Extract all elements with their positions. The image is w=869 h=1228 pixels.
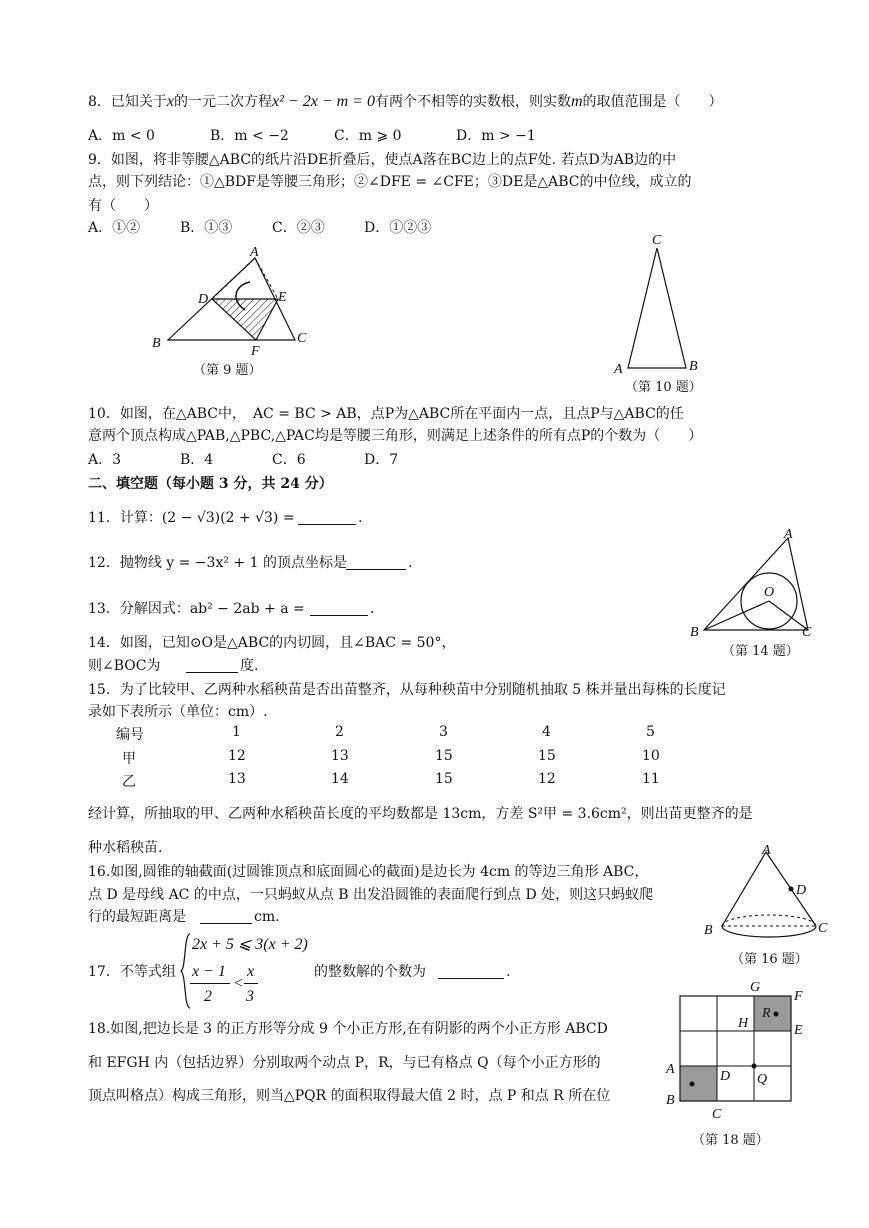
q18-figure bbox=[662, 976, 817, 1126]
q12-answer-blank[interactable] bbox=[346, 551, 406, 570]
q14-line1: 14．如图，已知⊙O是△ABC的内切圆，且∠BAC = 50°， bbox=[88, 635, 456, 651]
q17-ineq2-r-fraction-bar bbox=[244, 983, 258, 984]
q18-label-a: A bbox=[666, 1062, 675, 1077]
q8-option-c: C．m ⩾ 0 bbox=[334, 128, 402, 144]
q16-label-c: C bbox=[818, 921, 828, 936]
q15-row-1-cell-3: 15 bbox=[435, 771, 453, 787]
q15-row-1-cell-4: 12 bbox=[538, 771, 556, 787]
q14-line2b: 度. bbox=[240, 658, 259, 674]
q15-line1: 15．为了比较甲、乙两种水稻秧苗是否出苗整齐，从每种秧苗中分别随机抽取 5 株并量出每株的长度记 bbox=[88, 682, 726, 698]
q9-label-a: A bbox=[250, 245, 259, 260]
q14-label-b: B bbox=[690, 625, 699, 640]
q10-option-d: D．7 bbox=[364, 452, 399, 468]
q16-line1: 16.如图,圆锥的轴截面(过圆锥顶点和底面圆心的截面)是边长为 4cm 的等边三角形 ABC， bbox=[88, 864, 649, 880]
q15-row-0-cell-3: 15 bbox=[435, 748, 453, 764]
q17-ineq2-op: < bbox=[233, 975, 244, 992]
q15-line3: 经计算，所抽取的甲、乙两种水稻秧苗长度的平均数都是 13cm，方差 S²甲 = 3.6cm²，则出苗更整齐的是 bbox=[88, 806, 753, 822]
q9-line2: 点，则下列结论：①△BDF是等腰三角形；②∠DFE = ∠CFE；③DE是△ABC的中位线，成立的 bbox=[88, 174, 692, 190]
q16-line3a: 行的最短距离是 bbox=[88, 909, 186, 925]
q10-line1: 10．如图，在△ABC中， AC = BC > AB，点P为△ABC所在平面内一点，且点P与△ABC的任 bbox=[88, 406, 684, 422]
q18-label-h: H bbox=[738, 1016, 749, 1031]
q18-label-c: C bbox=[712, 1107, 722, 1122]
q15-row-1-cell-2: 14 bbox=[331, 771, 349, 787]
q9-caption: （第 9 题） bbox=[193, 363, 262, 378]
q16-point-d bbox=[789, 887, 794, 892]
q16-caption: （第 16 题） bbox=[731, 952, 808, 967]
q11-answer-blank[interactable] bbox=[298, 506, 356, 525]
q13-end: . bbox=[370, 601, 375, 617]
q18-label-f: F bbox=[794, 989, 803, 1004]
q15-header-0: 编号 bbox=[116, 727, 144, 743]
q18-shaded-abcd bbox=[680, 1066, 717, 1101]
q15-line4: 种水稻秧苗. bbox=[88, 840, 163, 856]
q17-ineq2-rnum: x bbox=[247, 963, 255, 980]
q15-row-0-cell-4: 15 bbox=[538, 748, 556, 764]
q9-line1: 9．如图，将非等腰△ABC的纸片沿DE折叠后，使点A落在BC边上的点F处. 若点D为AB边的中 bbox=[88, 152, 677, 168]
q15-header-1: 1 bbox=[232, 724, 241, 740]
q15-row-0-cell-5: 10 bbox=[642, 748, 660, 764]
q14-label-c: C bbox=[802, 625, 812, 640]
q17-brace-icon bbox=[180, 932, 192, 1010]
q18-label-e: E bbox=[794, 1023, 803, 1038]
q18-label-g: G bbox=[750, 980, 761, 995]
q15-row-1-cell-1: 13 bbox=[228, 771, 246, 787]
q15-header-2: 2 bbox=[335, 724, 344, 740]
q8-option-a: A．m < 0 bbox=[88, 128, 155, 144]
q10-caption: （第 10 题） bbox=[625, 380, 702, 395]
q17-suffix: 的整数解的个数为 bbox=[314, 964, 426, 980]
q14-figure bbox=[688, 528, 818, 643]
q15-header-3: 3 bbox=[439, 724, 448, 740]
q10-label-a: A bbox=[614, 362, 623, 377]
q18-point-q bbox=[752, 1064, 757, 1069]
q18-line2: 和 EFGH 内（包括边界）分别取两个动点 P，R，与已有格点 Q（每个小正方形的 bbox=[88, 1055, 601, 1071]
q18-caption: （第 18 题） bbox=[692, 1133, 769, 1148]
q10-triangle bbox=[628, 248, 686, 368]
q18-line1: 18.如图,把边长是 3 的正方形等分成 9 个小正方形,在有阴影的两个小正方形 ABCD bbox=[88, 1021, 608, 1037]
q8-option-d: D．m > −1 bbox=[456, 128, 536, 144]
q10-label-b: B bbox=[689, 359, 698, 374]
section-2-heading: 二、填空题（每小题 3 分，共 24 分） bbox=[88, 476, 333, 492]
q15-row-0-label: 甲 bbox=[122, 751, 136, 767]
q17-end: . bbox=[506, 964, 511, 980]
q16-base-back bbox=[722, 915, 816, 926]
q16-label-b: B bbox=[704, 923, 713, 938]
q10-option-b: B．4 bbox=[180, 452, 214, 468]
q11-text: 11．计算：(2 − √3)(2 + √3) = bbox=[88, 510, 295, 526]
q18-point-r bbox=[774, 1012, 779, 1017]
q9-option-b: B．①③ bbox=[180, 220, 233, 236]
q15-row-0-cell-1: 12 bbox=[228, 748, 246, 764]
q9-label-e: E bbox=[278, 290, 287, 305]
q14-answer-blank[interactable] bbox=[186, 654, 238, 673]
q18-line3: 顶点叫格点）构成三角形，则当△PQR 的面积取得最大值 2 时，点 P 和点 R 所在位 bbox=[88, 1088, 611, 1104]
q18-point-p bbox=[690, 1082, 695, 1087]
q18-label-r: R bbox=[762, 1006, 771, 1021]
q15-header-5: 5 bbox=[646, 724, 655, 740]
q9-line3: 有（ ） bbox=[88, 198, 158, 214]
q10-figure bbox=[610, 230, 720, 380]
q15-row-0-cell-2: 13 bbox=[331, 748, 349, 764]
q16-base-front bbox=[722, 926, 816, 937]
q8-option-b: B．m < −2 bbox=[210, 128, 289, 144]
q11-end: . bbox=[358, 510, 363, 526]
q9-option-d: D．①②③ bbox=[364, 220, 432, 236]
q16-line2: 点 D 是母线 AC 的中点，一只蚂蚁从点 B 出发沿圆锥的表面爬行到点 D 处，则这只蚂蚁爬 bbox=[88, 887, 654, 903]
q18-shaded-efgh bbox=[754, 996, 791, 1031]
q10-line2: 意两个顶点构成△PAB,△PBC,△PAC均是等腰三角形，则满足上述条件的所有点P的个数为（ ） bbox=[88, 428, 703, 444]
q17-prefix: 17．不等式组 bbox=[88, 964, 176, 980]
q18-label-q: Q bbox=[757, 1072, 768, 1087]
q17-ineq1: 2x + 5 ⩽ 3(x + 2) bbox=[192, 936, 308, 953]
q17-ineq2-num: x − 1 bbox=[192, 963, 226, 980]
q13-text: 13．分解因式：ab² − 2ab + a = bbox=[88, 601, 305, 617]
q9-option-c: C．②③ bbox=[272, 220, 325, 236]
q14-label-a: A bbox=[784, 527, 793, 542]
q15-row-1-cell-5: 11 bbox=[642, 771, 660, 787]
q8-stem: 8．已知关于x的一元二次方程x² − 2x − m = 0有两个不相等的实数根，则实数m的取值范围是（ ） bbox=[88, 93, 723, 110]
q9-folded-region bbox=[212, 299, 278, 340]
q14-caption: （第 14 题） bbox=[722, 644, 799, 659]
q9-label-b: B bbox=[152, 336, 161, 351]
q16-figure bbox=[700, 842, 835, 942]
q9-option-a: A．①② bbox=[88, 220, 141, 236]
q18-label-b: B bbox=[666, 1093, 675, 1108]
q15-line2: 录如下表所示（单位：cm）. bbox=[88, 704, 268, 720]
q17-ineq2-fraction-bar bbox=[190, 983, 230, 984]
q15-header-4: 4 bbox=[542, 724, 551, 740]
q12-end: . bbox=[408, 555, 413, 571]
q12-text: 12．抛物线 y = −3x² + 1 的顶点坐标是 bbox=[88, 555, 347, 571]
q13-answer-blank[interactable] bbox=[310, 597, 368, 616]
q10-label-c: C bbox=[652, 233, 662, 248]
q16-line3b: cm. bbox=[254, 909, 280, 925]
q9-figure bbox=[150, 240, 320, 359]
q10-option-a: A．3 bbox=[88, 452, 122, 468]
q17-ineq2-den: 2 bbox=[204, 988, 212, 1005]
q14-line2a: 则∠BOC为 bbox=[88, 658, 161, 674]
q18-label-d: D bbox=[720, 1069, 731, 1084]
q9-label-c: C bbox=[297, 331, 307, 346]
q16-answer-blank[interactable] bbox=[200, 905, 252, 924]
q16-label-a: A bbox=[762, 843, 771, 858]
q17-ineq2-rden: 3 bbox=[246, 988, 254, 1005]
q15-row-1-label: 乙 bbox=[122, 774, 136, 790]
q17-answer-blank[interactable] bbox=[438, 960, 504, 979]
q10-option-c: C．6 bbox=[272, 452, 306, 468]
q9-label-d: D bbox=[198, 292, 209, 307]
q16-label-d: D bbox=[796, 883, 807, 898]
q14-label-o: O bbox=[764, 585, 775, 600]
q9-label-f: F bbox=[251, 344, 260, 359]
